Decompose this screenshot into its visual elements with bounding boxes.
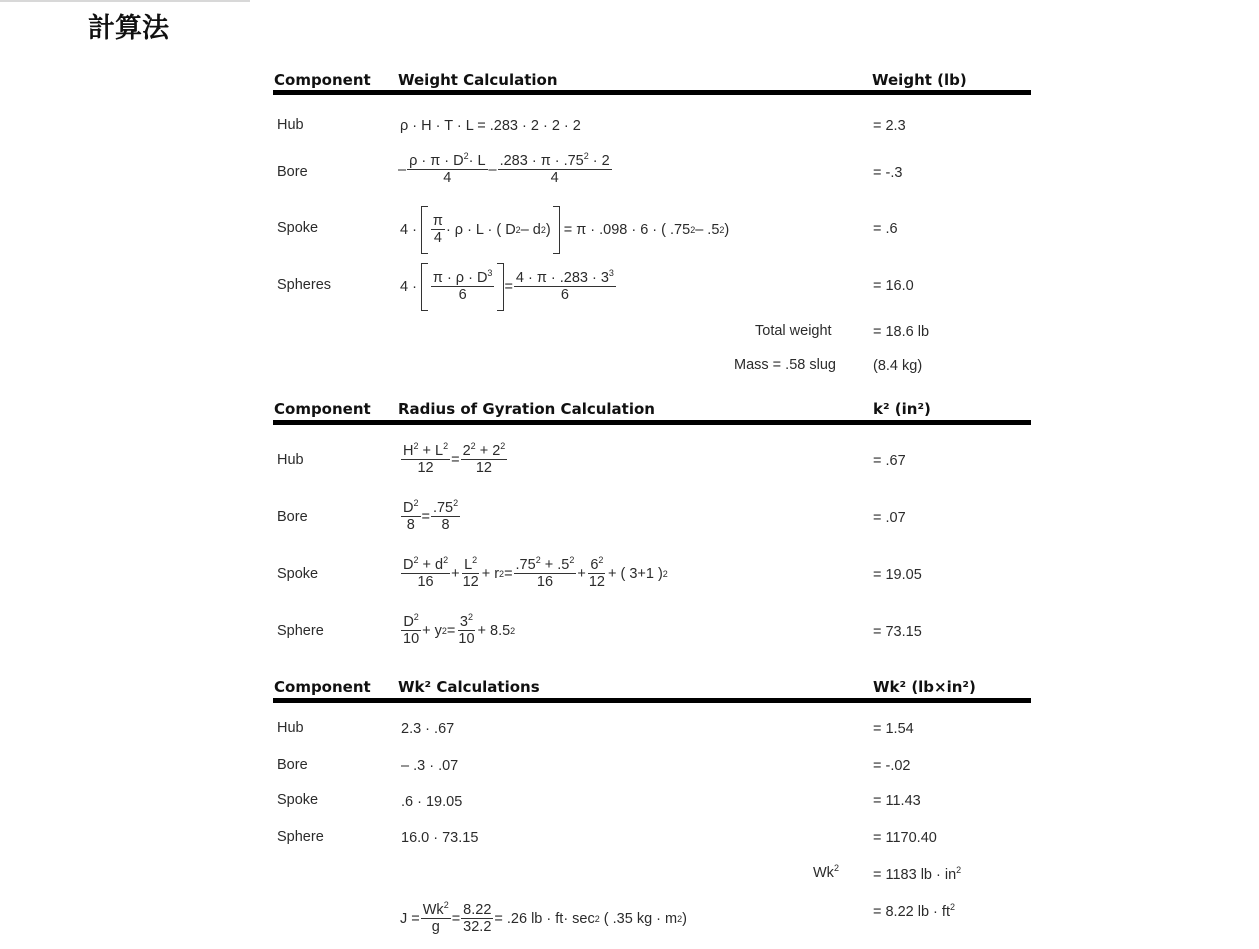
result-spheres-weight: = 16.0 (873, 278, 914, 294)
header-k2: k² (in²) (873, 400, 931, 418)
section-rule (273, 90, 1031, 95)
result-bore-wk2: = -.02 (873, 758, 911, 774)
row-label-spoke: Spoke (277, 566, 319, 582)
top-divider (0, 0, 250, 2)
row-label-bore: Bore (277, 509, 308, 525)
row-label-spheres: Spheres (277, 277, 332, 293)
wk2-total-label: Wk$^2$ (813, 863, 839, 881)
formula-spoke-weight: 4 · π 4 · ρ · L · ( D 2 – d 2 ) = π · .098 · 6 · ( .75 2 – .5 2 ) (400, 206, 729, 254)
result-sphere-gyration: = 73.15 (873, 624, 922, 640)
row-label-spoke: Spoke (277, 792, 319, 808)
result-hub-wk2: = 1.54 (873, 721, 914, 737)
row-label-sphere: Sphere (277, 623, 324, 639)
result-spoke-wk2: = 11.43 (873, 793, 921, 809)
row-label-hub: Hub (277, 720, 304, 736)
section-rule (273, 420, 1031, 425)
section-rule (273, 698, 1031, 703)
formula-bore-gyration: $D^2$ 8 = $.75^2$ 8 (403, 498, 459, 533)
header-wk2-units: Wk² (lb×in²) (873, 678, 976, 696)
result-spoke-gyration: = 19.05 (873, 567, 922, 583)
formula-spoke-gyration: $D^2 + d^2$ 16 + $L^2$ 12 + r 2 = $.75^2 + .5^2$ 16 + $6^2$ 12 + ( 3+1 ) 2 (403, 555, 668, 590)
formula-sphere-wk2: 16.0 · 73.15 (401, 830, 479, 846)
total-weight-label: Total weight (755, 323, 832, 339)
header-component: Component (274, 678, 371, 696)
result-bore-gyration: = .07 (873, 510, 906, 526)
row-label-bore: Bore (277, 164, 308, 180)
header-gyration-calculation: Radius of Gyration Calculation (398, 400, 655, 418)
formula-hub-weight: ρ · H · T · L = .283 · 2 · 2 · 2 (400, 118, 581, 134)
row-label-hub: Hub (277, 117, 304, 133)
row-label-spoke: Spoke (277, 220, 319, 236)
header-wk2-calculations: Wk² Calculations (398, 678, 540, 696)
formula-moment-of-inertia: J = $Wk^2$ g = 8.22 32.2 = .26 lb · ft· sec 2 ( .35 kg · m 2 ) (400, 900, 687, 935)
result-spoke-weight: = .6 (873, 221, 898, 237)
row-label-bore: Bore (277, 757, 308, 773)
header-component: Component (274, 71, 371, 89)
header-weight-calculation: Weight Calculation (398, 71, 558, 89)
mass-label: Mass = .58 slug (734, 357, 836, 373)
formula-spoke-wk2: .6 · 19.05 (401, 794, 463, 810)
result-sphere-wk2: = 1170.40 (873, 830, 937, 846)
page-title: 計算法 (88, 13, 169, 44)
formula-bore-wk2: – .3 · .07 (401, 758, 459, 774)
total-weight-value: = 18.6 lb (873, 324, 930, 340)
result-bore-weight: = -.3 (873, 165, 903, 181)
formula-bore-weight: – $\rho \cdot \pi \cdot D^2\cdot L$ 4 – $.283 \cdot \pi \cdot .75^2 \cdot 2$ 4 (398, 151, 610, 186)
formula-sphere-gyration: $D^2$ 10 + y 2 = $3^2$ 10 + 8.5 2 (403, 612, 516, 647)
formula-hub-gyration: $H^2 + L^2$ 12 = $2^2 + 2^2$ 12 (403, 441, 506, 476)
row-label-hub: Hub (277, 452, 304, 468)
result-hub-gyration: = .67 (873, 453, 906, 469)
mass-value: (8.4 kg) (873, 358, 923, 374)
result-hub-weight: = 2.3 (873, 118, 906, 134)
header-weight-lb: Weight (lb) (872, 71, 967, 89)
formula-hub-wk2: 2.3 · .67 (401, 721, 455, 737)
wk2-total-value: = 1183 lb · $in^2$ (873, 865, 962, 883)
row-label-sphere: Sphere (277, 829, 324, 845)
j-result-value: = 8.22 lb · $ft^2$ (873, 902, 955, 920)
header-component: Component (274, 400, 371, 418)
formula-spheres-weight: 4 · $\pi \cdot \rho \cdot D^3$ 6 = $4 \cdot \pi \cdot .283 \cdot 3^3$ 6 (400, 263, 617, 311)
